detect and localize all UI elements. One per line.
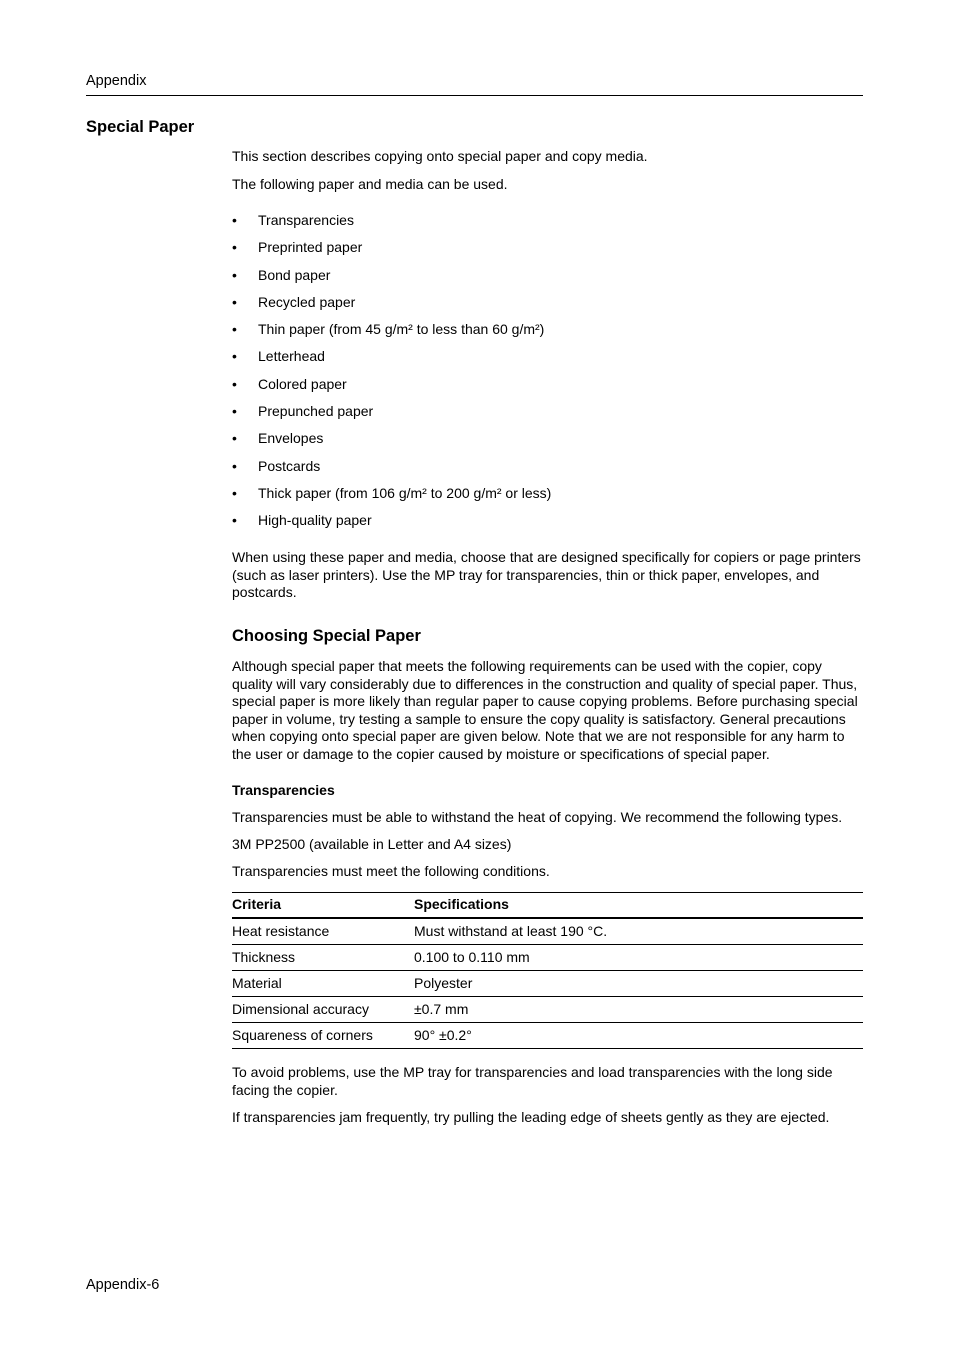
choosing-body: Although special paper that meets the following requirements can be used with the copier, copy quality will vary considerably due to differences in the construction and quality of special paper. Thus, special paper is more likely than regular paper to cause copying problems. Before purchasing special paper in volume, try testing a sample to ensure the copy quality is satisfactory. General precautions when copying onto special paper are given below. Note that we are not responsible for any harm to the user or damage to the copier caused by moisture or specifications of special paper.: [232, 658, 858, 762]
page-header-title: Appendix: [86, 73, 147, 89]
transparencies-heading: Transparencies: [232, 782, 335, 798]
bullet-icon: •: [232, 512, 237, 529]
table-row: [232, 971, 863, 997]
criteria-cell: Heat resistance: [232, 922, 330, 939]
media-list: [232, 212, 863, 540]
specification-cell: Polyester: [414, 974, 473, 991]
intro-paragraph-1: This section describes copying onto special paper and copy media.: [232, 148, 648, 164]
section-title: Special Paper: [86, 118, 195, 136]
specification-cell: ±0.7 mm: [414, 1000, 469, 1017]
bullet-icon: •: [232, 484, 237, 501]
usage-note: When using these paper and media, choose that are designed specifically for copiers or page printers (such as laser printers). Use the MP tray for transparencies, thin or thick paper, envelopes, and postcards.: [232, 549, 861, 600]
list-item: • Colored paper: [232, 375, 347, 392]
bullet-icon: •: [232, 293, 237, 310]
intro-paragraph-2: The following paper and media can be used.: [232, 176, 508, 192]
list-item: • Thin paper (from 45 g/m² to less than 60 g/m²): [232, 321, 545, 338]
criteria-cell: Squareness of corners: [232, 1026, 373, 1043]
list-item: • Postcards: [232, 457, 321, 474]
bullet-icon: •: [232, 212, 237, 228]
column-header-criteria: Criteria: [232, 896, 282, 913]
list-item: • Envelopes: [232, 430, 324, 447]
list-item: • High-quality paper: [232, 512, 372, 529]
criteria-cell: Material: [232, 974, 282, 991]
mp-tray-advice: To avoid problems, use the MP tray for transparencies and load transparencies with the long side facing the copier.: [232, 1064, 833, 1098]
column-header-specifications: Specifications: [414, 896, 509, 913]
table-row: [232, 918, 863, 945]
bullet-icon: •: [232, 348, 237, 365]
transparencies-paragraph-3: Transparencies must meet the following conditions.: [232, 863, 550, 879]
list-item: • Letterhead: [232, 348, 325, 365]
criteria-cell: Thickness: [232, 948, 296, 965]
transparency-spec-table: [232, 892, 863, 1049]
transparency-spec-table-wrap: [232, 892, 863, 1049]
bullet-icon: •: [232, 375, 237, 392]
header-rule: [86, 95, 863, 96]
list-item: • Thick paper (from 106 g/m² to 200 g/m² or less): [232, 484, 552, 501]
list-item: • Bond paper: [232, 266, 331, 283]
table-row: [232, 945, 863, 971]
choosing-special-paper-heading: Choosing Special Paper: [232, 627, 421, 645]
bullet-icon: •: [232, 239, 237, 256]
list-item: • Prepunched paper: [232, 403, 374, 420]
page-number: Appendix-6: [86, 1277, 160, 1293]
bullet-icon: •: [232, 457, 237, 474]
transparencies-paragraph-1: Transparencies must be able to withstand the heat of copying. We recommend the following types.: [232, 809, 843, 825]
transparencies-paragraph-2: 3M PP2500 (available in Letter and A4 sizes): [232, 836, 512, 852]
specification-cell: Must withstand at least 190 °C.: [414, 922, 608, 939]
specification-cell: 0.100 to 0.110 mm: [414, 948, 530, 965]
table-row: [232, 997, 863, 1023]
jam-advice: If transparencies jam frequently, try pulling the leading edge of sheets gently as they are ejected.: [232, 1109, 830, 1125]
bullet-icon: •: [232, 321, 237, 338]
criteria-cell: Dimensional accuracy: [232, 1000, 369, 1017]
list-item: • Recycled paper: [232, 293, 356, 310]
table-row: [232, 1023, 863, 1049]
bullet-icon: •: [232, 403, 237, 420]
bullet-icon: •: [232, 266, 237, 283]
specification-cell: 90° ±0.2°: [414, 1026, 472, 1043]
bullet-icon: •: [232, 430, 237, 447]
table-header-row: [232, 893, 863, 919]
list-item: • Preprinted paper: [232, 239, 363, 256]
list-item: • Transparencies: [232, 212, 354, 228]
